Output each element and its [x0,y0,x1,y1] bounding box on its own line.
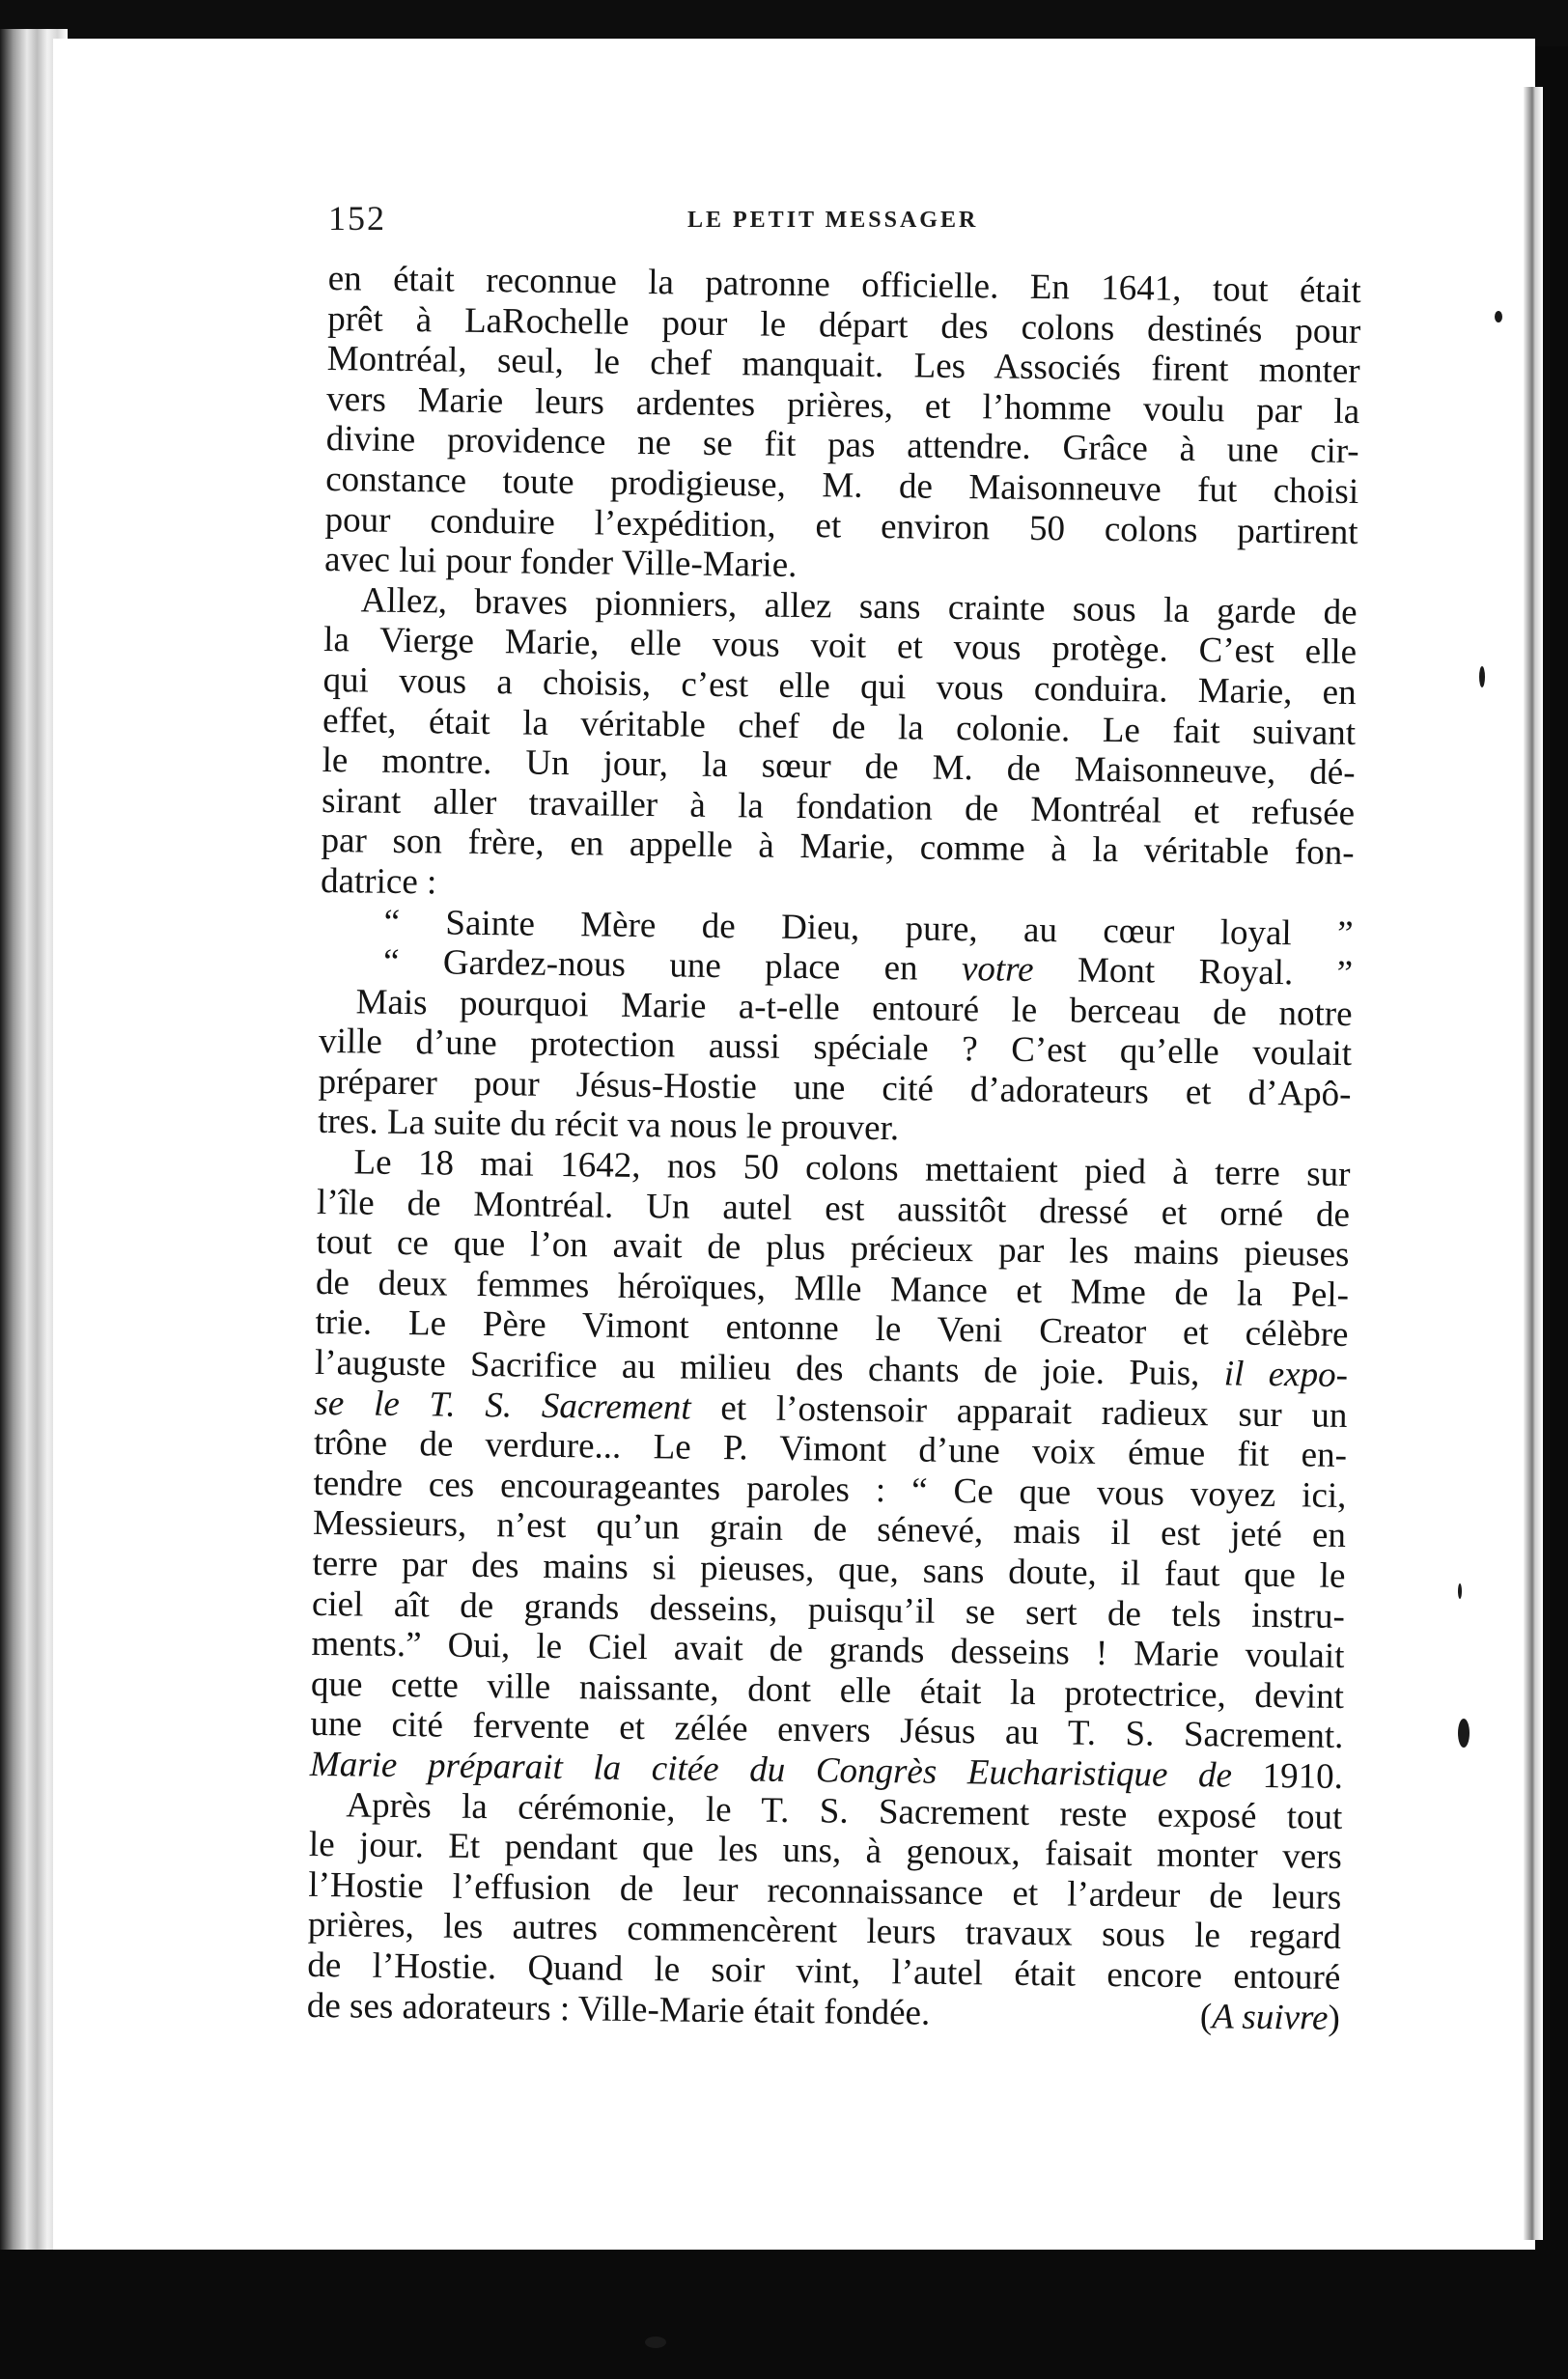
text-line: Après la cérémonie, le T. S. Sacrement reste exposé tout [346,1784,1343,1837]
text-line: de deux femmes héroïques, Mlle Mance et Mme de la Pel- [315,1262,1350,1315]
text-line: constance toute prodigieuse, M. de Maisonneuve fut choisi [324,459,1359,513]
text-line: tendre ces encourageantes paroles : “ Ce que vous voyez ici, [313,1463,1347,1516]
text-line: ville d’une protection aussi spéciale ? C’est qu’elle voulait [318,1022,1353,1075]
text-line: l’île de Montréal. Un autel est aussitôt dressé et orné de [316,1182,1351,1235]
text-line: prêt à LaRochelle pour le départ des colons destinés pour [326,298,1361,351]
text-line: une cité fervente et zélée envers Jésus au T. S. Sacrement. [310,1704,1344,1757]
margin-mark [1458,1719,1470,1748]
continuation-note [1200,1997,1340,2038]
text-line: de l’Hostie. Quand le soir vint, l’autel était encore entouré [307,1945,1341,1998]
text-line: Messieurs, n’est qu’un grain de sénevé, mais il est jeté en [312,1503,1347,1556]
paren: ) [1328,1998,1341,2038]
verse-line: “ Sainte Mère de Dieu, pure, au cœur loyal ” [383,902,1354,954]
text-line: Mais pourquoi Marie a-t-elle entouré le berceau de notre [355,982,1353,1034]
text-line: trie. Le Père Vimont entonne le Veni Creator et célèbre [315,1302,1349,1356]
italic-emphasis: se le T. S. Sacrement [314,1383,691,1428]
text-line: tres. La suite du récit va nous le prouver. [317,1102,900,1149]
page-number: 152 [328,199,386,238]
running-title: LE PETIT MESSAGER [687,208,979,233]
text-segment: de ses adorateurs : Ville-Marie était fondée. [306,1985,931,2033]
text-line: ments.” Oui, le Ciel avait de grands desseins ! Marie voulait [311,1624,1345,1677]
text-line: datrice : [320,860,437,903]
margin-mark [645,2337,666,2348]
text-line: que cette ville naissante, dont elle était la protectrice, devint [310,1664,1345,1717]
margin-mark [1479,666,1485,687]
paren: ( [1199,1996,1213,2036]
page-edge-right [1524,87,1543,2240]
verse-segment: Mont Royal. ” [1033,950,1354,994]
margin-mark [1495,311,1502,322]
text-line: le montre. Un jour, la sœur de M. de Maisonneuve, dé- [322,741,1356,794]
text-segment: et l’ostensoir apparait radieux sur un [690,1387,1348,1436]
italic-emphasis: A suivre [1212,1996,1329,2038]
text-segment: 1910. [1231,1755,1344,1797]
text-line: effet, était la véritable chef de la colonie. Le fait suivant [322,700,1357,753]
text-line: divine providence ne se fit pas attendre. Grâce à une cir- [325,419,1359,472]
text-body [307,259,1361,2038]
scan-bottom-border [0,2250,1568,2379]
italic-emphasis: Marie préparait la citée du Congrès Eucharistique de [309,1744,1233,1796]
text-line: Allez, braves pionniers, allez sans crainte sous la garde de [360,580,1358,632]
verse-segment: “ Gardez-nous une place en [382,941,963,990]
text-line: pour conduire l’expédition, et environ 50 colons partirent [324,499,1358,552]
text-line: terre par des mains si pieuses, que, sans doute, il faut que le [312,1543,1346,1596]
text-line: trône de verdure... Le P. Vimont d’une voix émue fit en- [313,1423,1348,1476]
text-line: Le 18 mai 1642, nos 50 colons mettaient pied à terre sur [353,1142,1351,1195]
italic-emphasis: votre [961,949,1034,991]
text-line: préparer pour Jésus-Hostie une cité d’adorateurs et d’Apô- [318,1061,1352,1114]
text-line: qui vous a choisis, c’est elle qui vous conduira. Marie, en [322,659,1357,713]
text-line: sirant aller travailler à la fondation de Montréal et refusée [321,780,1356,833]
text-line: avec lui pour fonder Ville-Marie. [323,540,798,586]
text-line: vers Marie leurs ardentes prières, et l’homme voulu par la [325,378,1360,432]
text-line: par son frère, en appelle à Marie, comme à la véritable fon- [321,821,1355,874]
margin-mark [1458,1583,1462,1599]
text-line: en était reconnue la patronne officielle. En 1641, tout était [327,259,1361,312]
text-line: ciel aît de grands desseins, puisqu’il se sert de tels instru- [311,1583,1346,1637]
text-line: l’Hostie l’effusion de leur reconnaissance et l’ardeur de leurs [308,1864,1342,1917]
text-segment: l’auguste Sacrifice au milieu des chants de joie. Puis, [314,1342,1225,1394]
text-line: tout ce que l’on avait de plus précieux par les mains pieuses [316,1222,1350,1275]
text-line: prières, les autres commencèrent leurs travaux sous le regard [307,1905,1342,1958]
text-line: Montréal, seul, le chef manquait. Les Associés firent monter [326,339,1360,392]
text-line: la Vierge Marie, elle vous voit et vous protège. C’est elle [322,620,1358,673]
italic-emphasis: il expo- [1223,1354,1349,1396]
text-line: le jour. Et pendant que les uns, à genoux, faisait monter vers [308,1825,1343,1878]
page-header [328,198,1332,246]
